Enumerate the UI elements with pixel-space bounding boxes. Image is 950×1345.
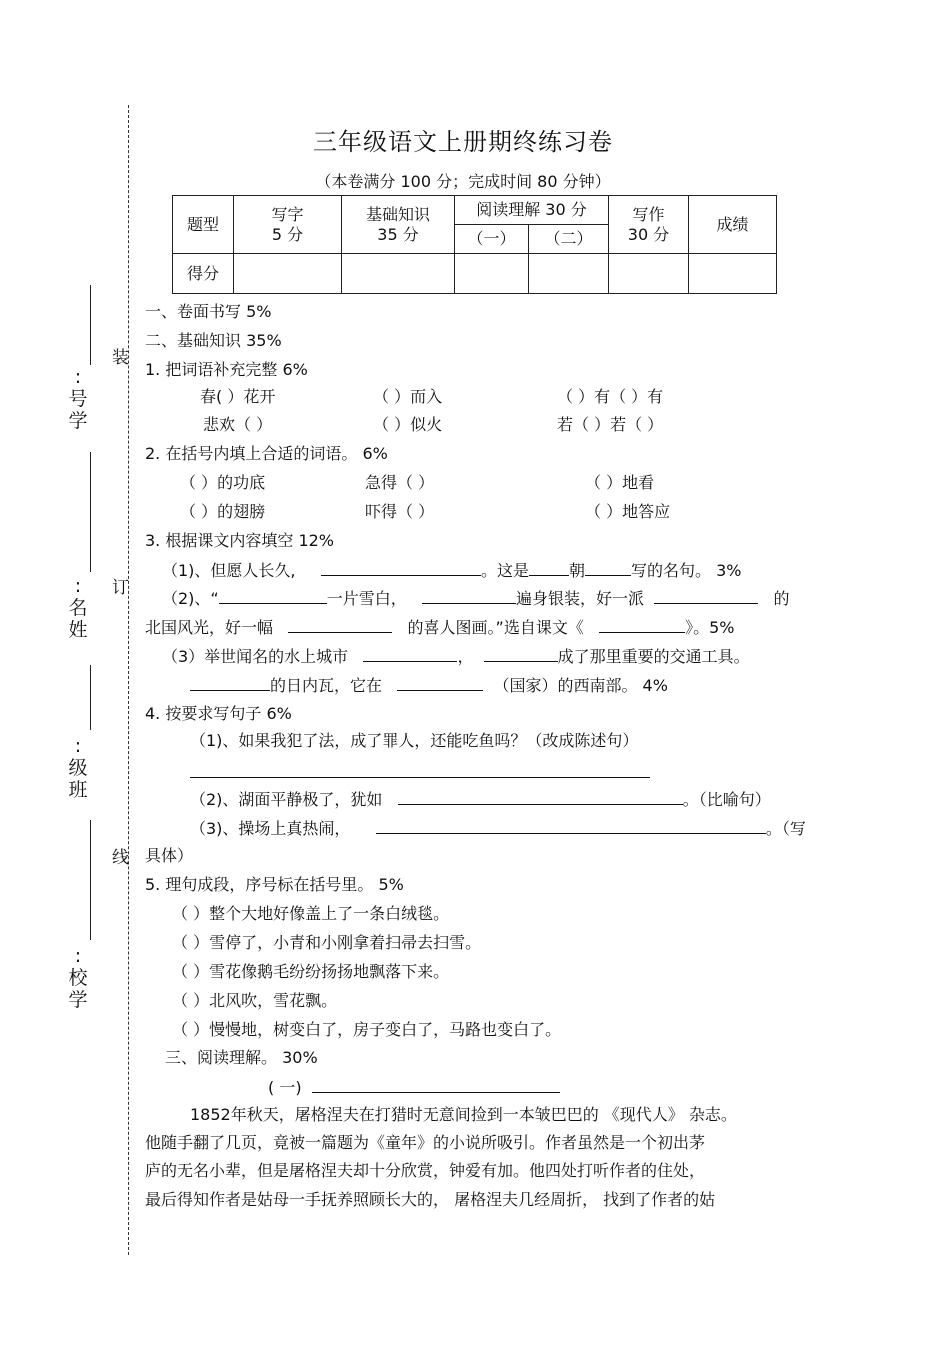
binding-mark-zhuang: 装 (112, 348, 129, 368)
q3-line-2: （2)、“ 一片雪白， 遍身银装，好一派 的 (162, 589, 790, 608)
margin-rule (90, 452, 91, 572)
q2-item: （ ）地看 (585, 473, 655, 492)
q4-title: 4. 按要求写句子 6% (145, 704, 292, 723)
th-basic: 基础知识 35 分 (342, 196, 455, 254)
score-cell[interactable] (529, 254, 609, 294)
th-total: 成绩 (689, 196, 777, 254)
reading-paragraph-line: 庐的无名小辈，但是屠格涅夫却十分欣赏，钟爱有加。他四处打听作者的住处， (145, 1161, 706, 1180)
blank[interactable] (376, 818, 766, 834)
binding-dashed-line (128, 105, 129, 1255)
q3-line-4: （3）举世闻名的水上城市 ， 成了那里重要的交通工具。 (162, 647, 750, 666)
reading-paragraph-line: 他随手翻了几页，竟被一篇题为《童年》的小说所吸引。作者虽然是一个初出茅 (145, 1133, 706, 1152)
school-label: :校学 (68, 945, 88, 1011)
q5-item: （ ）北风吹，雪花飘。 (172, 991, 338, 1010)
margin-rule (90, 285, 91, 365)
q1-item: 春( ）花开 (200, 387, 276, 406)
score-cell[interactable] (609, 254, 689, 294)
blank[interactable] (219, 588, 327, 604)
margin-rule (90, 820, 91, 940)
th-comp: 写作 30 分 (609, 196, 689, 254)
q4-line-3: （3)、操场上真热闹， 。（写 (190, 819, 806, 838)
q2-item: （ ）的功底 (180, 473, 266, 492)
section-3: 三、阅读理解。 30% (165, 1048, 318, 1067)
score-cell[interactable] (455, 254, 529, 294)
q2-item: （ ）的翅膀 (180, 502, 266, 521)
answer-line[interactable] (190, 777, 650, 778)
q3-title: 3. 根据课文内容填空 12% (145, 531, 335, 550)
reading-paragraph-line: 最后得知作者是姑母一手抚养照顾长大的， 屠格涅夫几经周折， 找到了作者的姑 (145, 1190, 716, 1209)
blank[interactable] (398, 789, 683, 805)
th-read: 阅读理解 30 分 (455, 196, 609, 225)
q5-item: （ ）雪花像鹅毛纷纷扬扬地飘落下来。 (172, 962, 450, 981)
th-type: 题型 (173, 196, 234, 254)
q1-item: （ ）似火 (373, 415, 443, 434)
score-cell[interactable] (689, 254, 777, 294)
score-cell[interactable] (234, 254, 342, 294)
th-write: 写字 5 分 (234, 196, 342, 254)
th-read-2: （二） (529, 225, 609, 254)
q2-item: （ ）地答应 (585, 502, 671, 521)
blank[interactable] (599, 617, 685, 633)
q5-item: （ ）慢慢地，树变白了，房子变白了，马路也变白了。 (172, 1020, 562, 1039)
q2-title: 2. 在括号内填上合适的词语。 6% (145, 444, 388, 463)
q1-item: （ ）有（ ）有 (557, 387, 664, 406)
q1-title: 1. 把词语补充完整 6% (145, 360, 308, 379)
q4-line-3-cont: 具体） (145, 846, 194, 865)
q5-item: （ ）整个大地好像盖上了一条白绒毯。 (172, 904, 450, 923)
blank[interactable] (190, 675, 270, 691)
blank[interactable] (288, 617, 392, 633)
blank[interactable] (484, 646, 558, 662)
q3-line-1: （1)、但愿人长久, 。这是 朝 写的名句。 3% (162, 561, 742, 580)
blank[interactable] (529, 560, 569, 576)
student-id-label: :号学 (68, 366, 88, 432)
exam-title: 三年级语文上册期终练习卷 (313, 128, 613, 156)
class-label: :级班 (68, 735, 88, 801)
section-1: 一、卷面书写 5% (145, 302, 272, 321)
q1-item: 若（ ）若（ ） (557, 415, 664, 434)
score-table (172, 195, 777, 294)
q3-line-5: 的日内瓦，它在 （国家）的西南部。 4% (190, 675, 668, 696)
q4-line-1: （1)、如果我犯了法，成了罪人，还能吃鱼吗？（改成陈述句） (190, 731, 639, 750)
th-read-1: （一） (455, 225, 529, 254)
blank[interactable] (397, 675, 483, 691)
q2-item: 急得（ ） (365, 473, 435, 492)
q3-line-3: 北国风光，好一幅 的喜人图画。”选自课文《 》。5% (145, 618, 735, 637)
binding-mark-xian: 线 (112, 848, 129, 868)
blank[interactable] (585, 560, 631, 576)
blank[interactable] (654, 588, 758, 604)
q5-title: 5. 理句成段，序号标在括号里。 5% (145, 875, 404, 894)
q5-item: （ ）雪停了，小青和小刚拿着扫帚去扫雪。 (172, 933, 482, 952)
binding-mark-ding: 订 (112, 578, 129, 598)
exam-subtitle: （本卷满分 100 分；完成时间 80 分钟） (315, 172, 611, 191)
blank[interactable] (422, 588, 516, 604)
reading-heading: ( 一) (268, 1077, 560, 1098)
q2-item: 吓得（ ） (365, 502, 435, 521)
row-score-label: 得分 (173, 254, 234, 294)
name-label: :名姓 (68, 575, 88, 641)
section-2: 二、基础知识 35% (145, 331, 282, 350)
blank[interactable] (321, 560, 481, 576)
score-cell[interactable] (342, 254, 455, 294)
q1-item: 悲欢（ ） (203, 415, 273, 434)
q4-line-2: （2)、湖面平静极了，犹如 。（比喻句） (190, 790, 771, 809)
margin-rule (90, 665, 91, 730)
blank[interactable] (312, 1077, 560, 1093)
reading-paragraph-line: 1852年秋天，屠格涅夫在打猎时无意间捡到一本皱巴巴的 《现代人》 杂志。 (190, 1105, 737, 1124)
blank[interactable] (363, 646, 457, 662)
q1-item: （ ）而入 (373, 387, 443, 406)
